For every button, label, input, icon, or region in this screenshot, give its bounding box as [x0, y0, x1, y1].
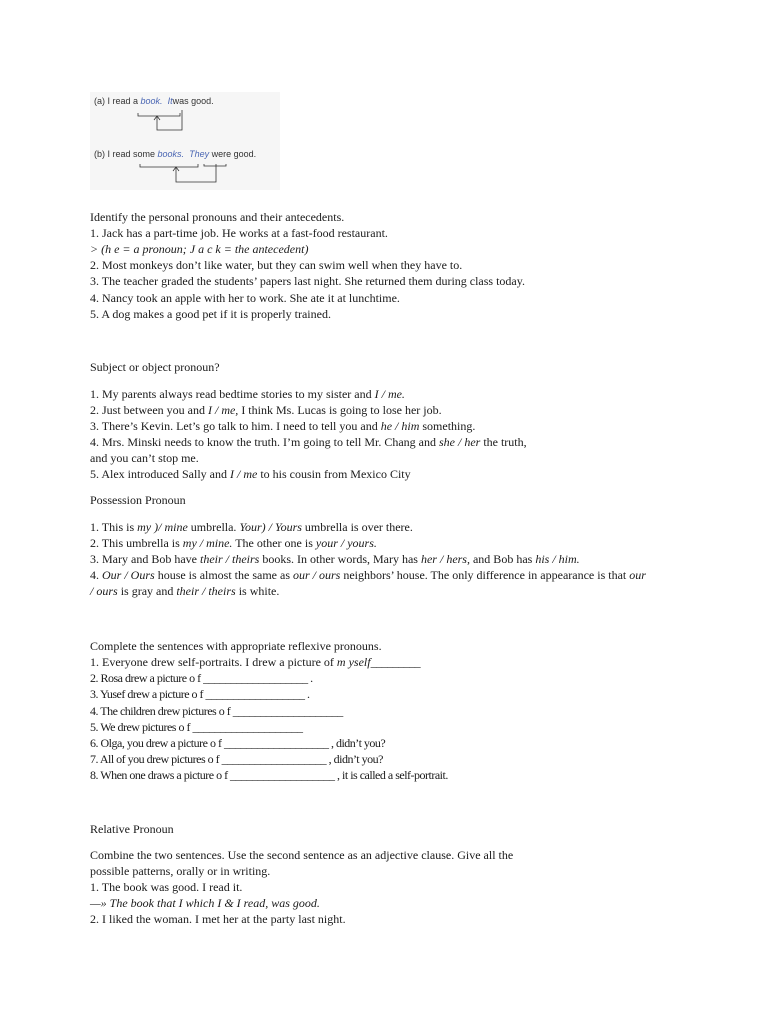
relative-q2: 2. I liked the woman. I met her at the party last night.	[90, 912, 346, 926]
personal-q4: 4. Nancy took an apple with her to work. She ate it at lunchtime.	[90, 291, 400, 305]
pos-q4-choice4: / ours	[90, 584, 118, 598]
relative-q1: 1. The book was good. I read it.	[90, 880, 243, 894]
so-q3-text-b: something.	[419, 419, 476, 433]
reflexive-q5[interactable]: 5. We drew pictures o f ____________________	[90, 720, 303, 734]
relative-heading: Relative Pronoun	[90, 822, 174, 836]
antecedent-arrows	[90, 92, 280, 190]
pos-q4-c: is gray and	[117, 584, 177, 598]
pos-q1-c: umbrella is over there.	[301, 520, 413, 534]
diagram-b-prefix: (b) I read some	[94, 149, 158, 159]
ref-q1-answer: m yself	[336, 655, 371, 669]
so-q3-text-a: 3. There’s Kevin. Let’s go talk to him. I need to tell you and	[90, 419, 381, 433]
so-q5-text-a: 5. Alex introduced Sally and	[90, 467, 230, 481]
possession-q2	[90, 535, 377, 551]
personal-q3: 3. The teacher graded the students’ papers last night. She returned them during class today.	[90, 274, 525, 288]
personal-q1-answer	[90, 241, 308, 257]
pos-q3-a: 3. Mary and Bob have	[90, 552, 200, 566]
so-q2-text-b: I think Ms. Lucas is going to lose her job.	[238, 403, 442, 417]
diagram-a-pronoun: It	[167, 96, 173, 106]
subject-object-q2	[90, 402, 442, 418]
reflexive-q1	[90, 654, 420, 670]
pos-q4-d: is white.	[235, 584, 280, 598]
diagram-a-prefix: (a) I read a	[94, 96, 141, 106]
subject-object-q4	[90, 434, 527, 450]
reflexive-q7[interactable]: 7. All of you drew pictures o f ___________________ , didn’t you?	[90, 752, 383, 766]
ref-q1-a: 1. Everyone drew self-portraits. I drew a picture of	[90, 655, 337, 669]
diagram-b-noun: books.	[157, 149, 185, 159]
subject-object-q5	[90, 466, 411, 482]
possession-q3	[90, 551, 580, 567]
pos-q2-b: The other one is	[232, 536, 316, 550]
possession-q1	[90, 519, 413, 535]
relative-instruction-2: possible patterns, orally or in writing.	[90, 864, 271, 878]
so-q2-choice: I / me,	[207, 403, 239, 417]
pos-q1-a: 1. This is	[90, 520, 138, 534]
so-q4-text-b: the truth,	[480, 435, 527, 449]
pos-q2-choice1: my / mine.	[182, 536, 233, 550]
pos-q1-choice2: Your) / Yours	[239, 520, 302, 534]
reflexive-q8[interactable]: 8. When one draws a picture o f ___________________ , it is called a self-portrait.	[90, 768, 448, 782]
diagram-a-noun: book.	[140, 96, 163, 106]
personal-instruction: Identify the personal pronouns and their antecedents.	[90, 210, 345, 224]
so-q4-choice: she / her	[438, 435, 481, 449]
pos-q4-choice2: our / ours	[293, 568, 341, 582]
relative-instruction-1: Combine the two sentences. Use the second sentence as an adjective clause. Give all the	[90, 848, 514, 862]
pos-q3-choice2: her / hers,	[420, 552, 470, 566]
so-q1-text: 1. My parents always read bedtime stories to my sister and	[90, 387, 375, 401]
pos-q4-a: house is almost the same as	[154, 568, 293, 582]
possession-heading: Possession Pronoun	[90, 493, 186, 507]
subject-object-heading: Subject or object pronoun?	[90, 360, 220, 374]
so-q1-choice: I / me.	[374, 387, 405, 401]
diagram-b-rest: were good.	[209, 149, 257, 159]
subject-object-q3	[90, 418, 475, 434]
pos-q4-choice5: their / theirs	[176, 584, 236, 598]
reflexive-q3[interactable]: 3. Yusef drew a picture o f __________________ .	[90, 687, 310, 701]
so-q5-choice: I / me	[229, 467, 258, 481]
reflexive-q6[interactable]: 6. Olga, you drew a picture o f ___________________ , didn’t you?	[90, 736, 386, 750]
relative-q1-answer	[90, 895, 320, 911]
diagram-b-pronoun: They	[189, 149, 210, 159]
so-q4-text-a: 4. Mrs. Minski needs to know the truth. I’m going to tell Mr. Chang and	[90, 435, 439, 449]
relative-q1-answer-text: —» The book that I which I & I read, was good.	[90, 896, 320, 910]
pos-q4-choice3: our	[629, 568, 646, 582]
diagram-a-rest: was good.	[172, 96, 214, 106]
so-q3-choice: he / him	[380, 419, 420, 433]
antecedent-diagram	[90, 92, 280, 190]
pos-q4-b: neighbors’ house. The only difference in appearance is that	[340, 568, 630, 582]
pos-q3-choice1: their / theirs	[199, 552, 260, 566]
possession-q4: 4. Our / Ours house is almost the same as our / ours neighbors’ house. The only difference in appearance is that our	[90, 568, 646, 582]
personal-q5: 5. A dog makes a good pet if it is properly trained.	[90, 307, 331, 321]
so-q5-text-b: to his cousin from Mexico City	[257, 467, 411, 481]
so-q2-text-a: 2. Just between you and	[90, 403, 208, 417]
diagram-line-b	[94, 149, 256, 159]
personal-q1: 1. Jack has a part-time job. He works at a fast-food restaurant.	[90, 226, 388, 240]
diagram-line-a	[94, 96, 214, 106]
personal-q2: 2. Most monkeys don’t like water, but they can swim well when they have to.	[90, 258, 463, 272]
possession-q4-cont	[90, 583, 279, 599]
reflexive-instruction: Complete the sentences with appropriate reflexive pronouns.	[90, 639, 382, 653]
pos-q3-choice3: his / him.	[535, 552, 580, 566]
pos-q2-a: 2. This umbrella is	[90, 536, 183, 550]
pos-q1-b: umbrella.	[187, 520, 240, 534]
subject-object-q4-cont: and you can’t stop me.	[90, 451, 199, 465]
reflexive-q2[interactable]: 2. Rosa drew a picture o f ___________________ .	[90, 671, 313, 685]
pos-q2-choice2: your / yours.	[315, 536, 377, 550]
pos-q3-c: and Bob has	[469, 552, 536, 566]
reflexive-q4[interactable]: 4. The children drew pictures o f ____________________	[90, 704, 343, 718]
personal-q1-answer-text: > (h e = a pronoun; J a c k = the antecedent)	[90, 242, 309, 256]
subject-object-q1	[90, 386, 405, 402]
ref-q1-blank[interactable]: _________	[370, 655, 421, 669]
pos-q4-choice1: Our / Ours	[102, 568, 155, 582]
pos-q3-b: books. In other words, Mary has	[259, 552, 421, 566]
pos-q1-choice1: my )/ mine	[137, 520, 188, 534]
